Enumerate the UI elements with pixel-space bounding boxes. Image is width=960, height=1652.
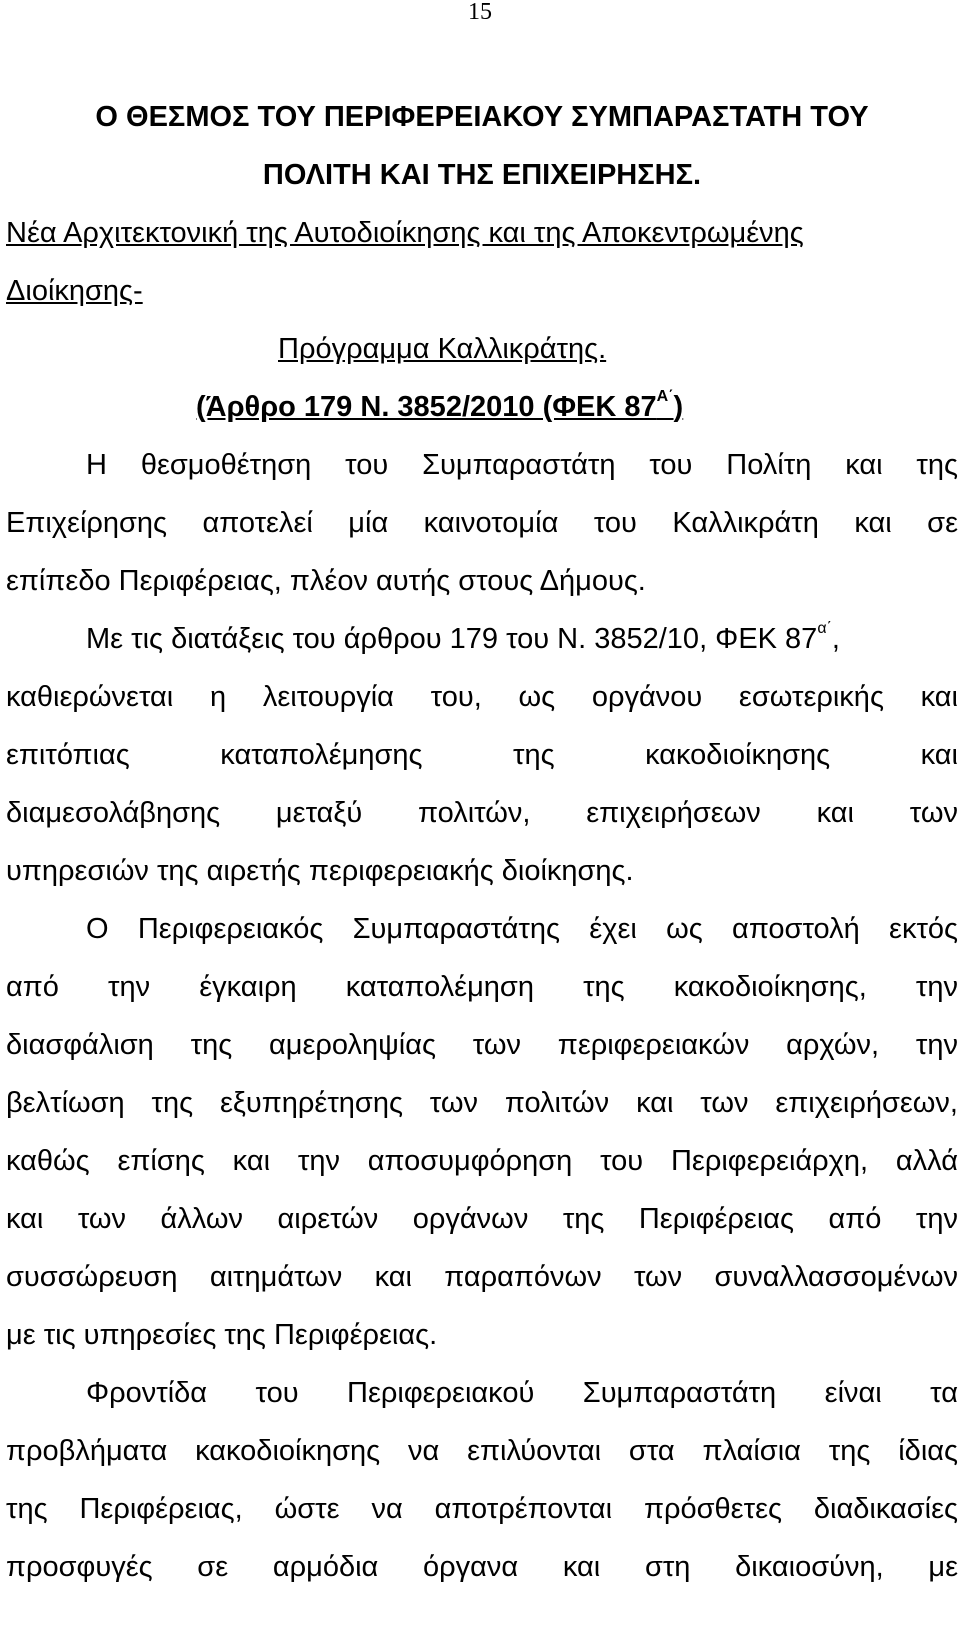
paragraph-3-line: διασφάλιση της αμεροληψίας των περιφερειακών αρχών, την — [6, 1029, 958, 1061]
subtitle-line-2 — [6, 262, 958, 320]
title-line-1: Ο ΘΕΣΜΟΣ ΤΟΥ ΠΕΡΙΦΕΡΕΙΑΚΟΥ ΣΥΜΠΑΡΑΣΤΑΤΗ ΤΟΥ — [95, 101, 869, 133]
paragraph-3-line: βελτίωση της εξυπηρέτησης των πολιτών και των επιχειρήσεων, — [6, 1087, 958, 1119]
article-reference-text: (Άρθρο 179 Ν. 3852/2010 (ΦΕΚ $87^{A΄}$) — [196, 388, 684, 423]
paragraph-2-superscript: α΄ — [817, 620, 832, 638]
paragraph-1-line: Επιχείρησης αποτελεί μία καινοτομία του Καλλικράτη και σε — [6, 507, 958, 539]
paragraph-3-line: με τις υπηρεσίες της Περιφέρειας. — [6, 1319, 438, 1351]
subtitle-text-3: Πρόγραμμα Καλλικράτης. — [278, 333, 607, 365]
paragraph-2-line: υπηρεσιών της αιρετής περιφερειακής διοίκησης. — [6, 855, 634, 887]
subtitle-line-3 — [6, 320, 958, 378]
paragraph-4-line: Φροντίδα του Περιφερειακού Συμπαραστάτη είναι τα — [86, 1377, 958, 1409]
paragraph-4-line: προβλήματα κακοδιοίκησης να επιλύονται στα πλαίσια της ίδιας — [6, 1435, 958, 1467]
paragraph-3-line: Ο Περιφερειακός Συμπαραστάτης έχει ως αποστολή εκτός — [86, 913, 958, 945]
paragraph-4-line: της Περιφέρειας, ώστε να αποτρέπονται πρόσθετες διαδικασίες — [6, 1493, 958, 1525]
article-reference-superscript: Α΄ — [656, 388, 674, 406]
paragraph-2-line: επιτόπιας καταπολέμησης της κακοδιοίκησης και — [6, 739, 958, 771]
paragraph-4-line: προσφυγές σε αρμόδια όργανα και στη δικαιοσύνη, με — [6, 1551, 958, 1583]
paragraph-2-first-line: Με τις διατάξεις του άρθρου 179 του Ν. 3852/10, ΦΕΚ $87^{\alpha΄}$, — [86, 620, 840, 655]
paragraph-2-line: καθιερώνεται η λειτουργία του, ως οργάνου εσωτερικής και — [6, 681, 958, 713]
document-body — [6, 88, 958, 1596]
subtitle-text-2: Διοίκησης- — [6, 275, 143, 307]
paragraph-3-line: και των άλλων αιρετών οργάνων της Περιφέρειας από την — [6, 1203, 958, 1235]
subtitle-line-1 — [6, 204, 958, 262]
article-reference — [6, 378, 958, 436]
subtitle-text-1: Νέα Αρχιτεκτονική της Αυτοδιοίκησης και της Αποκεντρωμένης — [6, 217, 804, 249]
paragraph-1-line: Η θεσμοθέτηση του Συμπαραστάτη του Πολίτη και της — [86, 449, 958, 481]
paragraph-2-line: διαμεσολάβησης μεταξύ πολιτών, επιχειρήσεων και των — [6, 797, 958, 829]
paragraph-3-line: καθώς επίσης και την αποσυμφόρηση του Περιφερειάρχη, αλλά — [6, 1145, 958, 1177]
paragraph-3-line: συσσώρευση αιτημάτων και παραπόνων των συναλλασσομένων — [6, 1261, 958, 1293]
paragraph-1-line: επίπεδο Περιφέρειας, πλέον αυτής στους Δήμους. — [6, 565, 646, 597]
paragraph-3-line: από την έγκαιρη καταπολέμηση της κακοδιοίκησης, την — [6, 971, 958, 1003]
page-number: 15 — [468, 0, 492, 25]
title-line-2: ΠΟΛΙΤΗ ΚΑΙ ΤΗΣ ΕΠΙΧΕΙΡΗΣΗΣ. — [262, 159, 702, 191]
